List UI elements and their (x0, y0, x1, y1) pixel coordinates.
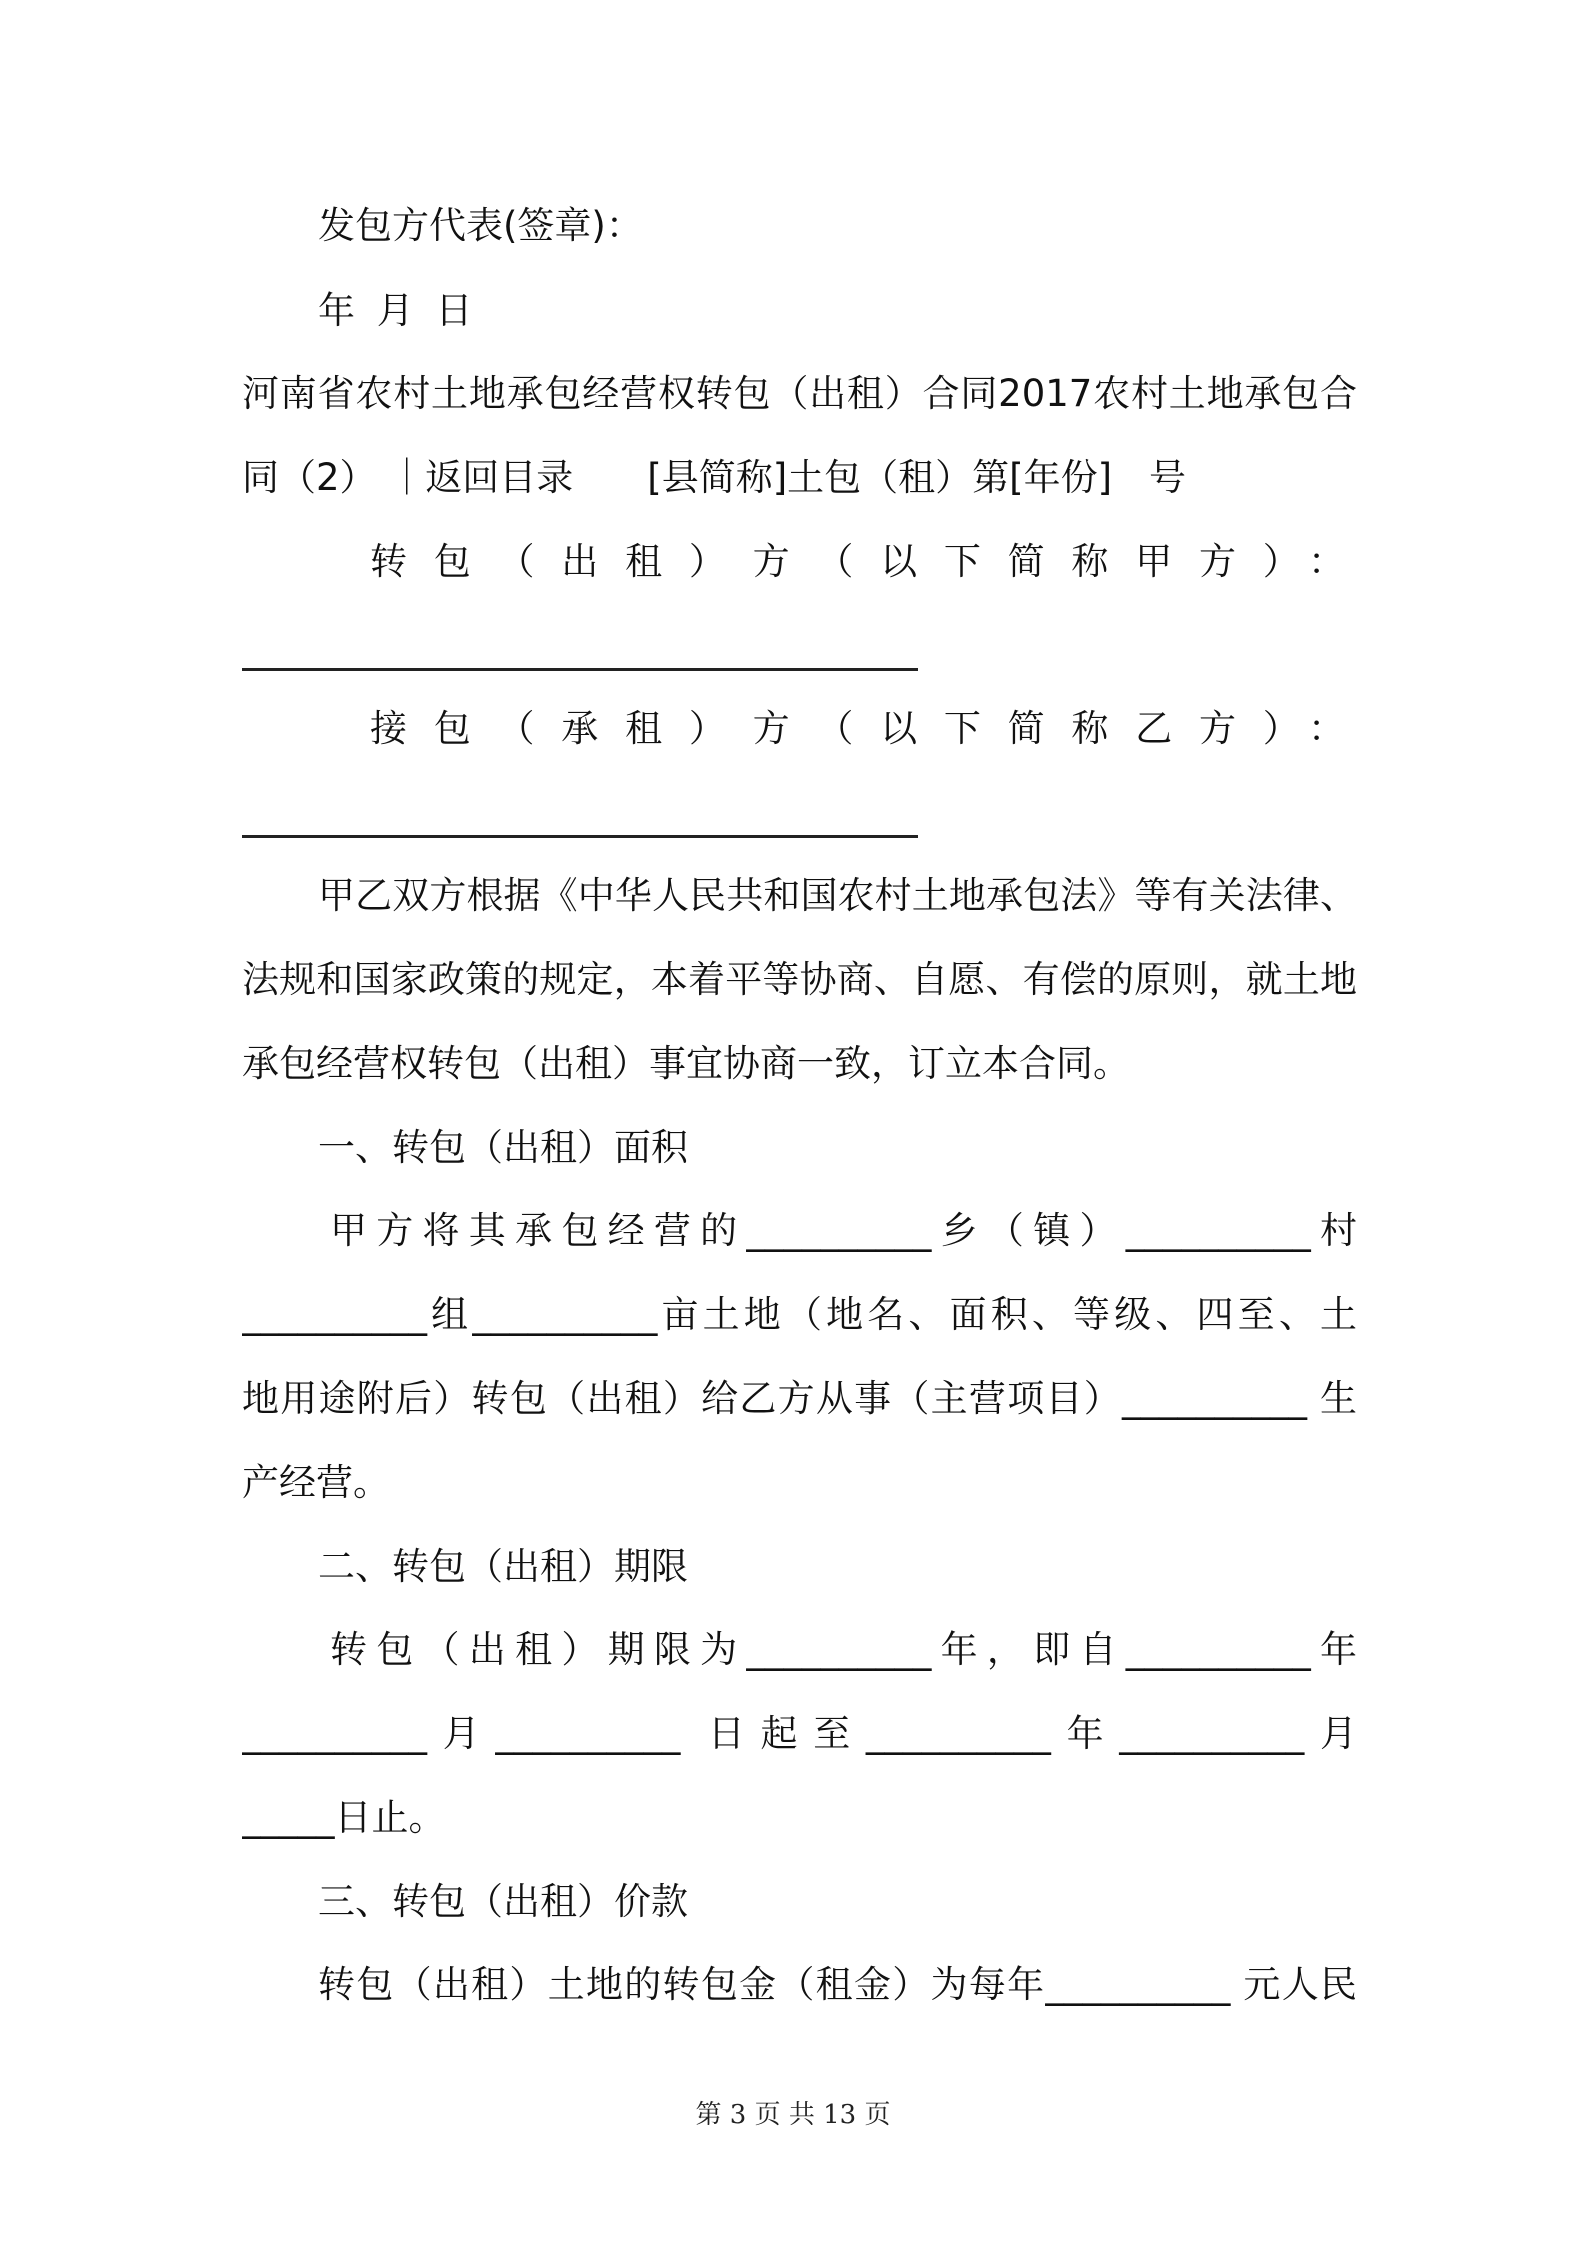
section-1-line-2: __________组__________亩土地（地名、面积、等级、四至、土 (242, 1293, 1357, 1336)
section-1-heading: 一、转包（出租）面积 (318, 1126, 688, 1169)
section-2-line-1: 转包（出租）期限为__________年，即自__________年 (330, 1628, 1357, 1671)
section-2-line-3: _____日止。 (242, 1796, 446, 1839)
party-b-line: 接包（承租）方（以下简称乙方）： (370, 707, 1345, 750)
issuer-representative-signature-line: 发包方代表(签章)： (318, 204, 643, 247)
section-1-line-4: 产经营。 (242, 1461, 390, 1504)
preamble-line-1: 甲乙双方根据《中华人民共和国农村土地承包法》等有关法律、 (318, 874, 1357, 917)
section-2-line-2: __________月__________ 日起至__________年__________月 (242, 1712, 1357, 1755)
party-b-blank-rule (242, 835, 918, 838)
page-number-footer: 第 3 页 共 13 页 (695, 2100, 891, 2130)
date-line: 年 月 日 (318, 289, 473, 332)
party-a-blank-rule (242, 668, 918, 671)
section-1-line-1: 甲方将其承包经营的__________乡（镇）__________村 (330, 1209, 1357, 1252)
preamble-line-2: 法规和国家政策的规定，本着平等协商、自愿、有偿的原则，就土地 (242, 958, 1357, 1001)
party-a-line: 转包（出租）方（以下简称甲方）： (370, 540, 1345, 583)
section-2-heading: 二、转包（出租）期限 (318, 1545, 688, 1588)
section-3-heading: 三、转包（出租）价款 (318, 1880, 688, 1923)
section-1-line-3: 地用途附后）转包（出租）给乙方从事（主营项目）__________ 生 (242, 1377, 1357, 1420)
preamble-line-3: 承包经营权转包（出租）事宜协商一致，订立本合同。 (242, 1042, 1130, 1085)
section-3-line-1: 转包（出租）土地的转包金（租金）为每年__________ 元人民 (318, 1963, 1357, 2006)
contract-title-line-1: 河南省农村土地承包经营权转包（出租）合同2017农村土地承包合 (242, 372, 1357, 415)
contract-title-line-2: 同（2） ｜返回目录 [县简称]土包（租）第[年份] 号 (242, 456, 1187, 499)
